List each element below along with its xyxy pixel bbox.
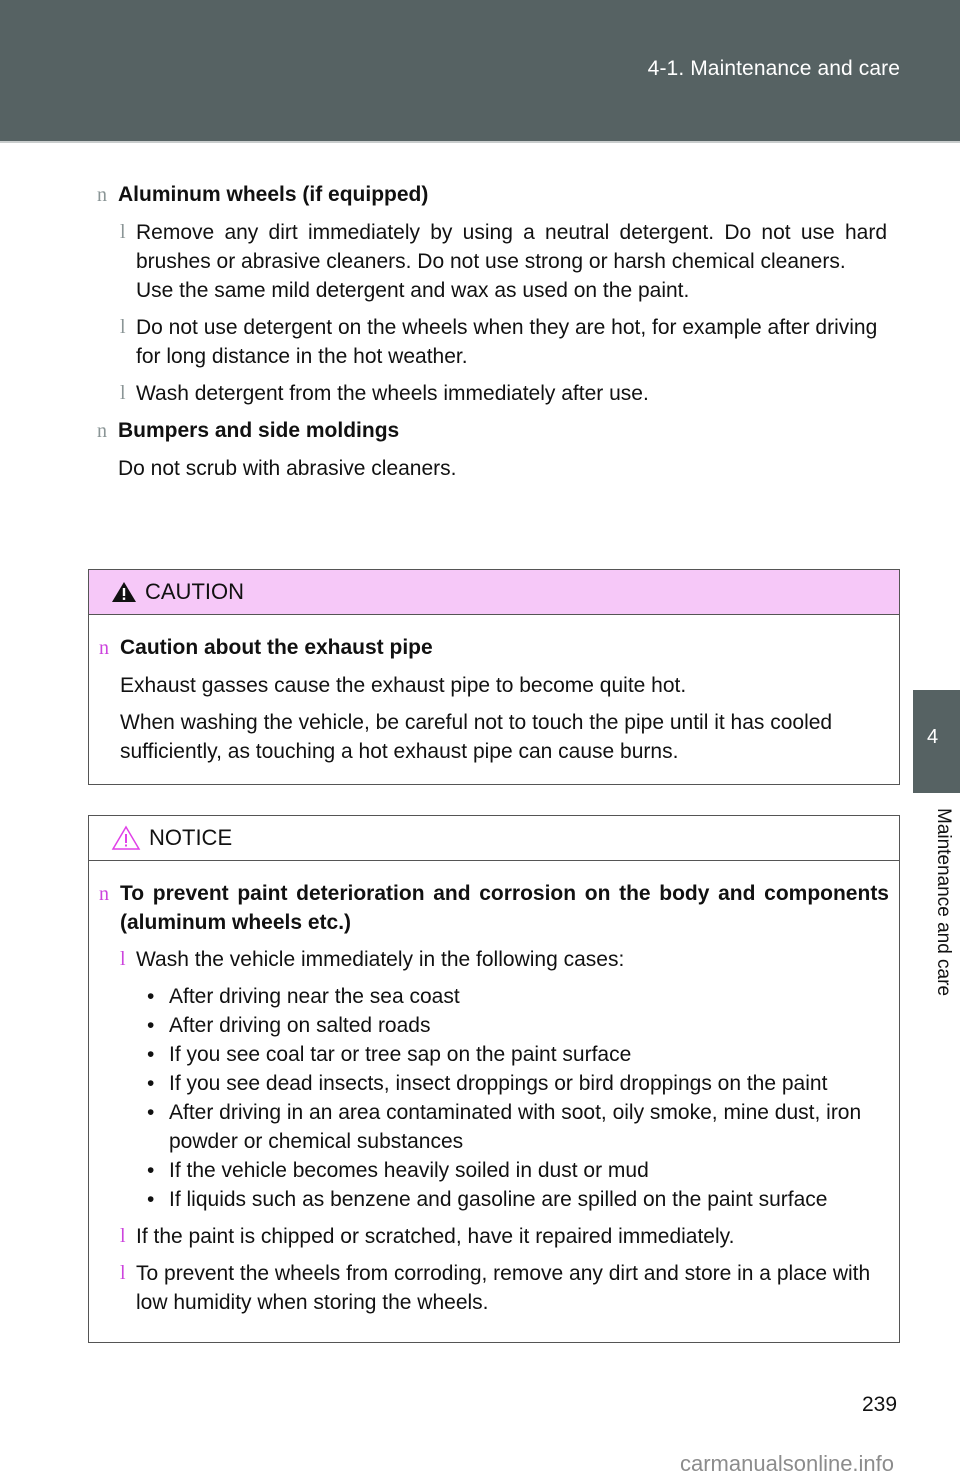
caution-header bbox=[89, 570, 899, 615]
item-marker-icon: l bbox=[120, 221, 126, 243]
section-heading-aluminum-wheels: n Aluminum wheels (if equipped) bbox=[97, 180, 887, 210]
header-band bbox=[0, 0, 960, 143]
section-marker-icon: n bbox=[97, 184, 107, 206]
page-number: 239 bbox=[862, 1393, 898, 1416]
list-item: • If liquids such as benzene and gasoline are spilled on the paint surface bbox=[147, 1188, 828, 1211]
notice-box bbox=[88, 815, 900, 1343]
cases-list bbox=[99, 982, 889, 1214]
notice-body bbox=[89, 861, 899, 1335]
notice-heading: n To prevent paint deterioration and corrosion on the body and components (aluminum wheels etc.) bbox=[99, 882, 889, 934]
notice-header bbox=[89, 816, 899, 861]
caution-body bbox=[89, 615, 899, 784]
list-item: l Wash detergent from the wheels immediately after use. bbox=[97, 379, 887, 408]
section-marker-icon: n bbox=[99, 637, 109, 659]
list-item: l Do not use detergent on the wheels when they are hot, for example after driving for long distance in the hot weather. bbox=[97, 313, 887, 371]
caution-paragraph: When washing the vehicle, be careful not to touch the pipe until it has cooled sufficiently, as touching a hot exhaust pipe can cause burns. bbox=[120, 711, 833, 763]
list-item: • If the vehicle becomes heavily soiled in dust or mud bbox=[147, 1159, 649, 1182]
section-marker-icon: n bbox=[99, 883, 109, 905]
chapter-tab[interactable] bbox=[913, 690, 960, 793]
list-item: • If you see dead insects, insect droppings or bird droppings on the paint bbox=[147, 1072, 828, 1095]
watermark-link[interactable]: carmanualsonline.info bbox=[680, 1451, 895, 1476]
warning-filled-icon bbox=[111, 581, 137, 603]
item-marker-icon: l bbox=[120, 948, 126, 970]
item-marker-icon: l bbox=[120, 1262, 126, 1284]
list-item: l Wash the vehicle immediately in the following cases: bbox=[99, 945, 889, 974]
list-item: • After driving in an area contaminated with soot, oily smoke, mine dust, iron powder or chemical substances bbox=[147, 1101, 862, 1153]
chapter-number: 4 bbox=[927, 726, 939, 748]
main-content bbox=[97, 180, 887, 491]
list-item: l If the paint is chipped or scratched, have it repaired immediately. bbox=[99, 1222, 889, 1251]
item-marker-icon: l bbox=[120, 316, 126, 338]
caution-title: CAUTION bbox=[145, 579, 244, 604]
section-text: Do not scrub with abrasive cleaners. bbox=[118, 457, 457, 480]
list-item: • After driving near the sea coast bbox=[147, 985, 460, 1008]
notice-title: NOTICE bbox=[149, 825, 233, 850]
section-marker-icon: n bbox=[97, 420, 107, 442]
chapter-label: Maintenance and care bbox=[933, 808, 954, 997]
list-item: • If you see coal tar or tree sap on the paint surface bbox=[147, 1043, 632, 1066]
warning-outline-icon bbox=[111, 825, 141, 851]
caution-paragraph: Exhaust gasses cause the exhaust pipe to become quite hot. bbox=[120, 674, 687, 697]
caution-heading: n Caution about the exhaust pipe bbox=[99, 633, 889, 663]
list-item: l To prevent the wheels from corroding, remove any dirt and store in a place with low humidity when storing the wheels. bbox=[99, 1259, 889, 1317]
item-marker-icon: l bbox=[120, 1225, 126, 1247]
list-item: • After driving on salted roads bbox=[147, 1014, 431, 1037]
list-item: l Remove any dirt immediately by using a neutral detergent. Do not use hard brushes or abrasive cleaners. Do not use strong or harsh chemical cleaners. Use the same mild detergent and wax as used on the paint. bbox=[97, 218, 887, 305]
section-heading-bumpers: n Bumpers and side moldings bbox=[97, 416, 887, 446]
section-title: 4-1. Maintenance and care bbox=[647, 57, 900, 80]
caution-box bbox=[88, 569, 900, 785]
item-marker-icon: l bbox=[120, 382, 126, 404]
